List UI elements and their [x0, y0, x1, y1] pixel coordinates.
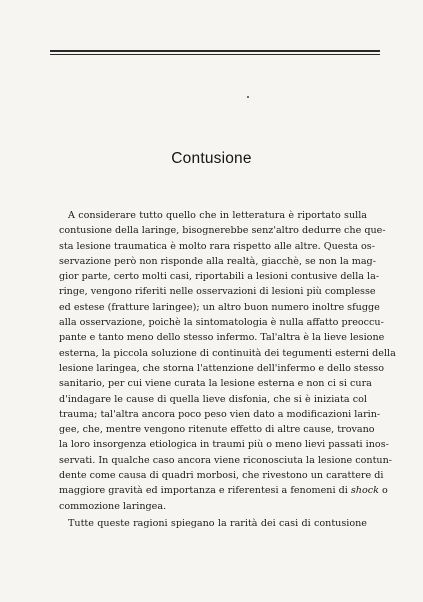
text-line: dente come causa di quadri morbosi, che rivestono un carattere di [59, 470, 384, 482]
italic-term: shock [350, 485, 379, 497]
text-line: gior parte, certo molti casi, riportabili a lesioni contusive della la- [59, 271, 380, 283]
text-line: trauma; tal'altra ancora poco peso vien dato a modificazioni larin- [59, 408, 381, 420]
text-line: d'indagare le cause di quella lieve disfonia, che si è iniziata col [59, 393, 367, 405]
text-line: A considerare tutto quello che in letteratura è riportato sulla [68, 210, 367, 221]
text-line: la loro insorgenza etiologica in traumi più o meno lievi passati inos- [59, 439, 389, 451]
text-line: pante e tanto meno dello stesso infermo. Tal'altra è la lieve lesione [59, 332, 385, 344]
text-line: ringe, vengono riferiti nelle osservazioni di lesioni più complesse [59, 286, 376, 298]
text-line: esterna, la piccola soluzione di continuità dei tegumenti esterni della [59, 347, 396, 359]
text-line: Tutte queste ragioni spiegano la rarità dei casi di contusione [68, 517, 367, 529]
text-line: servati. In qualche caso ancora viene riconosciuta la lesione contun- [59, 454, 393, 466]
text-line: ed estese (fratture laringee); un altro buon numero inoltre sfugge [59, 301, 380, 313]
text-line: sanitario, per cui viene curata la lesione esterna e non ci si cura [59, 378, 372, 390]
print-speck [247, 96, 249, 98]
body-text [59, 208, 396, 531]
section-title: Contusione [171, 150, 252, 167]
text-line: sta lesione traumatica è molto rara rispetto alle altre. Questa os- [59, 240, 375, 252]
text-line: contusione della laringe, bisognerebbe senz'altro dedurre che que- [59, 225, 386, 237]
text-line: alla osservazione, poichè la sintomatologia è nulla affatto preoccu- [59, 317, 384, 329]
text-line: commozione laringea. [59, 500, 167, 512]
header-rule-thick [50, 50, 380, 52]
text-line: lesione laringea, che storna l'attenzione dell'infermo e dello stesso [59, 362, 385, 374]
text-line: gee, che, mentre vengono ritenute effetto di altre cause, trovano [59, 424, 375, 436]
header-rule-thin [50, 54, 380, 55]
text-line: servazione però non risponde alla realtà, giacchè, se non la mag- [59, 255, 376, 267]
text-line: maggiore gravità ed importanza e riferentesi a fenomeni di shock o [59, 485, 388, 497]
